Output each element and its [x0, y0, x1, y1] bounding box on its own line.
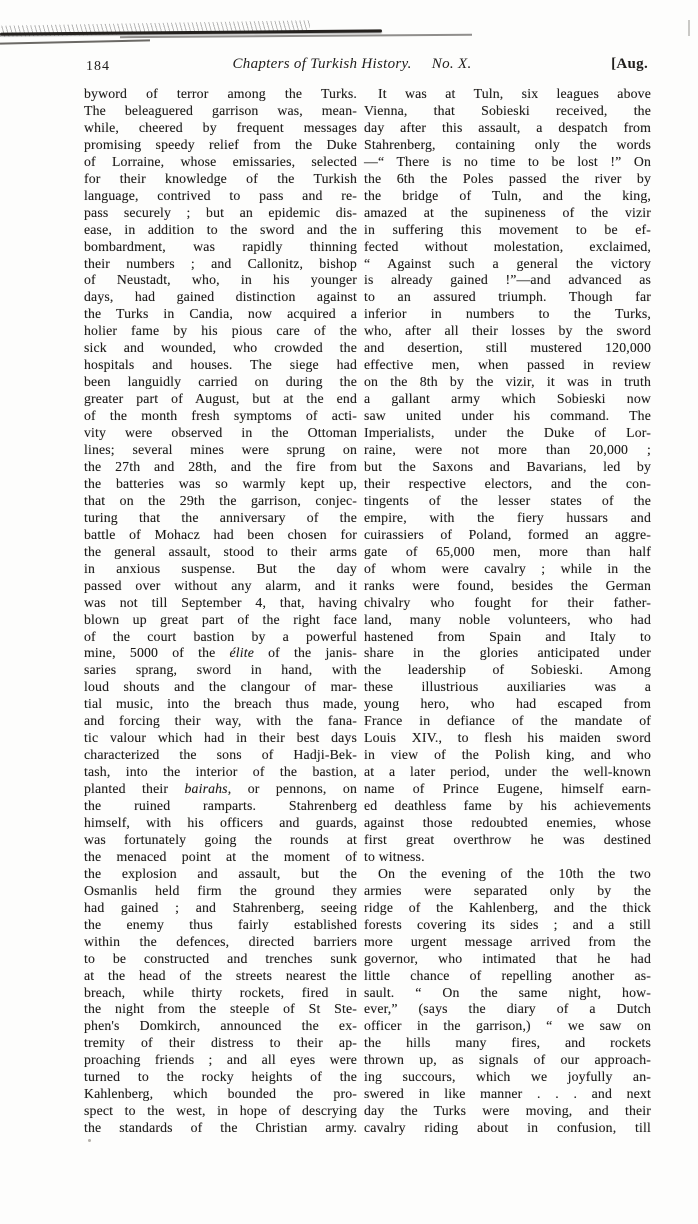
text-line: is already gained !”—and advanced as	[364, 272, 651, 288]
text-line: tingents of the lesser states of the	[364, 492, 651, 508]
text-line: of the court bastion by a powerful	[84, 628, 357, 644]
text-line: saries sprang, sword in hand, with	[84, 662, 357, 678]
text-line: ing succours, which we joyfully an-	[364, 1069, 651, 1085]
text-line: more urgent message arrived from the	[364, 933, 651, 949]
text-line: France in defiance of the mandate of	[364, 713, 651, 729]
text-line: cuirassiers of Poland, formed an aggre-	[364, 526, 651, 542]
running-title-text: Chapters of Turkish History.	[232, 56, 412, 72]
text-line: blown up great part of the right face	[84, 611, 357, 627]
text-line: byword of terror among the Turks.	[84, 86, 357, 101]
text-line: passed over without any alarm, and it	[84, 577, 357, 593]
text-line: thrown up, as signals of our approach-	[364, 1052, 651, 1068]
text-line: days, had gained distinction against	[84, 289, 357, 305]
text-line: land, many noble volunteers, who had	[364, 611, 651, 627]
text-line: ed deathless fame by his achievements	[364, 798, 651, 814]
text-line: sick and wounded, who crowded the	[84, 340, 357, 356]
text-line: for their knowledge of the Turkish	[84, 170, 357, 186]
text-line: on the 8th by the vizir, it was in truth	[364, 374, 651, 390]
text-line: “ Against such a general the victory	[364, 255, 651, 271]
text-line: phen's Domkirch, announced the ex-	[84, 1018, 357, 1034]
text-line: tic valour which had in their best days	[84, 730, 357, 746]
text-line: promising speedy relief from the Duke	[84, 136, 357, 152]
text-line: governor, who intimated that he had	[364, 950, 651, 966]
text-line: the ruined ramparts. Stahrenberg	[84, 798, 357, 814]
text-line: the leadership of Sobieski. Among	[364, 662, 651, 678]
scan-artifact-line	[0, 29, 382, 35]
text-line: Kahlenberg, which bounded the pro-	[84, 1086, 357, 1102]
text-line: ranks were found, besides the German	[364, 577, 651, 593]
text-line: was fortunately going the rounds at	[84, 831, 357, 847]
text-line: of Neustadt, who, in his younger	[84, 272, 357, 288]
text-line: characterized the sons of Hadji-Bek-	[84, 747, 357, 763]
text-line: inferior in numbers to the Turks,	[364, 306, 651, 322]
text-line: vity were observed in the Ottoman	[84, 425, 357, 441]
text-line: and forcing their way, with the fana-	[84, 713, 357, 729]
text-line: these illustrious auxiliaries was a	[364, 679, 651, 695]
text-line: cavalry riding about in confusion, till	[364, 1120, 651, 1136]
column-left	[84, 86, 357, 1137]
text-line: the enemy thus fairly established	[84, 916, 357, 932]
scan-artifact-speck	[88, 1139, 91, 1142]
text-line: little chance of repelling another as-	[364, 967, 651, 983]
text-line: a gallant army which Sobieski now	[364, 391, 651, 407]
text-line: sault. “ On the same night, how-	[364, 984, 651, 1000]
text-line: battle of Mohacz had been chosen for	[84, 526, 357, 542]
text-line: the batteries was so warmly kept up,	[84, 475, 357, 491]
text-line: of whom were cavalry ; while in the	[364, 560, 651, 576]
text-line: hospitals and houses. The siege had	[84, 357, 357, 373]
text-line: planted their bairahs, or pennons, on	[84, 781, 358, 797]
text-line: tash, into the interior of the bastion,	[84, 764, 357, 780]
text-line: the explosion and assault, but the	[84, 865, 357, 881]
page-number: 184	[86, 59, 110, 74]
text-line: proaching friends ; and all eyes were	[84, 1052, 357, 1068]
text-line: been languidly carried on during the	[84, 374, 357, 390]
column-right	[364, 86, 651, 1137]
text-line: greater part of August, but at the end	[84, 391, 357, 407]
text-line: turing that the anniversary of the	[84, 509, 357, 525]
scan-artifact-tick	[688, 20, 690, 36]
text-line: mine, 5000 of the élite of the janis-	[84, 645, 357, 661]
text-line: the 6th the Poles passed the river by	[364, 170, 651, 186]
text-line: amazed at the supineness of the vizir	[364, 204, 651, 220]
text-line: language, contrived to pass and re-	[84, 187, 357, 203]
text-line: in view of the Polish king, and who	[364, 747, 651, 763]
text-line: the Turks in Candia, now acquired a	[84, 306, 357, 322]
text-line: breach, while thirty rockets, fired in	[84, 984, 357, 1000]
text-line: to an assured triumph. Though far	[364, 289, 651, 305]
text-line: himself, with his officers and guards,	[84, 814, 357, 830]
text-line: The beleaguered garrison was, mean-	[84, 102, 357, 118]
text-line: but the Saxons and Bavarians, led by	[364, 458, 651, 474]
text-line: effective men, when passed in review	[364, 357, 651, 373]
text-line: day after this assault, a despatch from	[364, 119, 651, 135]
text-line: holier fame by his pious care of the	[84, 323, 357, 339]
page-header	[84, 56, 650, 78]
text-line: lines; several mines were sprung on	[84, 442, 357, 458]
text-line: ease, in addition to the sword and the	[84, 221, 357, 237]
text-line: who, after all their losses by the sword	[364, 323, 651, 339]
text-line: fected without molestation, exclaimed,	[364, 238, 651, 254]
scan-artifact-hatch	[0, 20, 310, 36]
running-title	[84, 56, 620, 73]
text-line: spect to the west, in hope of descrying	[84, 1103, 357, 1119]
text-line: officer in the garrison,) “ we saw on	[364, 1018, 651, 1034]
text-line: turned to the rocky heights of the	[84, 1069, 357, 1085]
text-line: was not till September 4, that, having	[84, 594, 357, 610]
text-line: the menaced point at the moment of	[84, 848, 357, 864]
scan-artifact-line	[0, 39, 150, 44]
text-line: It was at Tuln, six leagues above	[378, 86, 651, 101]
text-line: their numbers ; and Callonitz, bishop	[84, 255, 357, 271]
text-line: share in the glories anticipated under	[364, 645, 651, 661]
text-line: gate of 65,000 men, more than half	[364, 543, 651, 559]
text-line: within the defences, directed barriers	[84, 933, 357, 949]
text-line: at the head of the streets nearest the	[84, 967, 357, 983]
text-line: in suffering this movement to be ef-	[364, 221, 651, 237]
text-line: armies were separated only by the	[364, 882, 651, 898]
text-line: bombardment, was rapidly thinning	[84, 238, 357, 254]
text-line: first great overthrow he was destined	[364, 831, 651, 847]
text-line: to witness.	[364, 848, 425, 864]
text-line: while, cheered by frequent messages	[84, 119, 357, 135]
text-line: ever,” (says the diary of a Dutch	[364, 1001, 651, 1017]
text-line: the night from the steeple of St Ste-	[84, 1001, 357, 1017]
text-line: their respective electors, and the con-	[364, 475, 651, 491]
text-line: chivalry who fought for their father-	[364, 594, 651, 610]
text-line: raine, were not more than 20,000 ;	[364, 442, 651, 458]
text-line: On the evening of the 10th the two	[378, 865, 651, 881]
text-line: tremity of their distress to their ap-	[84, 1035, 357, 1051]
text-line: day the Turks were moving, and their	[364, 1103, 651, 1119]
text-line: the hills many fires, and rockets	[364, 1035, 651, 1051]
text-line: empire, with the fiery hussars and	[364, 509, 651, 525]
text-line: tial music, into the breach thus made,	[84, 696, 357, 712]
text-line: Osmanlis held firm the ground they	[84, 882, 357, 898]
text-line: Imperialists, under the Duke of Lor-	[364, 425, 651, 441]
text-line: Stahrenberg, containing only the words	[364, 136, 651, 152]
text-line: hastened from Spain and Italy to	[364, 628, 651, 644]
text-line: at a later period, under the well-known	[364, 764, 651, 780]
text-line: in anxious suspense. But the day	[84, 560, 357, 576]
text-line: the bridge of Tuln, and the king,	[364, 187, 651, 203]
text-line: of Lorraine, whose emissaries, selected	[84, 153, 357, 169]
text-line: of the month fresh symptoms of acti-	[84, 408, 357, 424]
text-line: had gained ; and Stahrenberg, seeing	[84, 899, 357, 915]
text-line: the general assault, stood to their arms	[84, 543, 357, 559]
issue-number: No. X.	[431, 56, 472, 72]
text-line: young hero, who had escaped from	[364, 696, 651, 712]
text-line: Vienna, that Sobieski received, the	[364, 102, 651, 118]
text-line: the standards of the Christian army.	[84, 1120, 357, 1136]
text-line: Louis XIV., to flesh his maiden sword	[364, 730, 651, 746]
text-line: saw united under his command. The	[364, 408, 651, 424]
date-marker: [Aug.	[611, 56, 648, 72]
text-line: —“ There is no time to be lost !” On	[364, 153, 651, 169]
text-line: against those redoubted enemies, whose	[364, 814, 651, 830]
text-line: swered in like manner . . . and next	[364, 1086, 651, 1102]
text-line: name of Prince Eugene, himself earn-	[364, 781, 651, 797]
text-line: that on the 29th the garrison, conjec-	[84, 492, 357, 508]
text-line: forests covering its sides ; and a still	[364, 916, 651, 932]
scan-artifact-line	[120, 34, 472, 38]
text-line: loud shouts and the clangour of mar-	[84, 679, 357, 695]
text-line: to be constructed and trenches sunk	[84, 950, 357, 966]
text-line: and desertion, still mustered 120,000	[364, 340, 651, 356]
text-line: ridge of the Kahlenberg, and the thick	[364, 899, 651, 915]
text-line: pass securely ; but an epidemic dis-	[84, 204, 357, 220]
text-line: the 27th and 28th, and the fire from	[84, 458, 357, 474]
